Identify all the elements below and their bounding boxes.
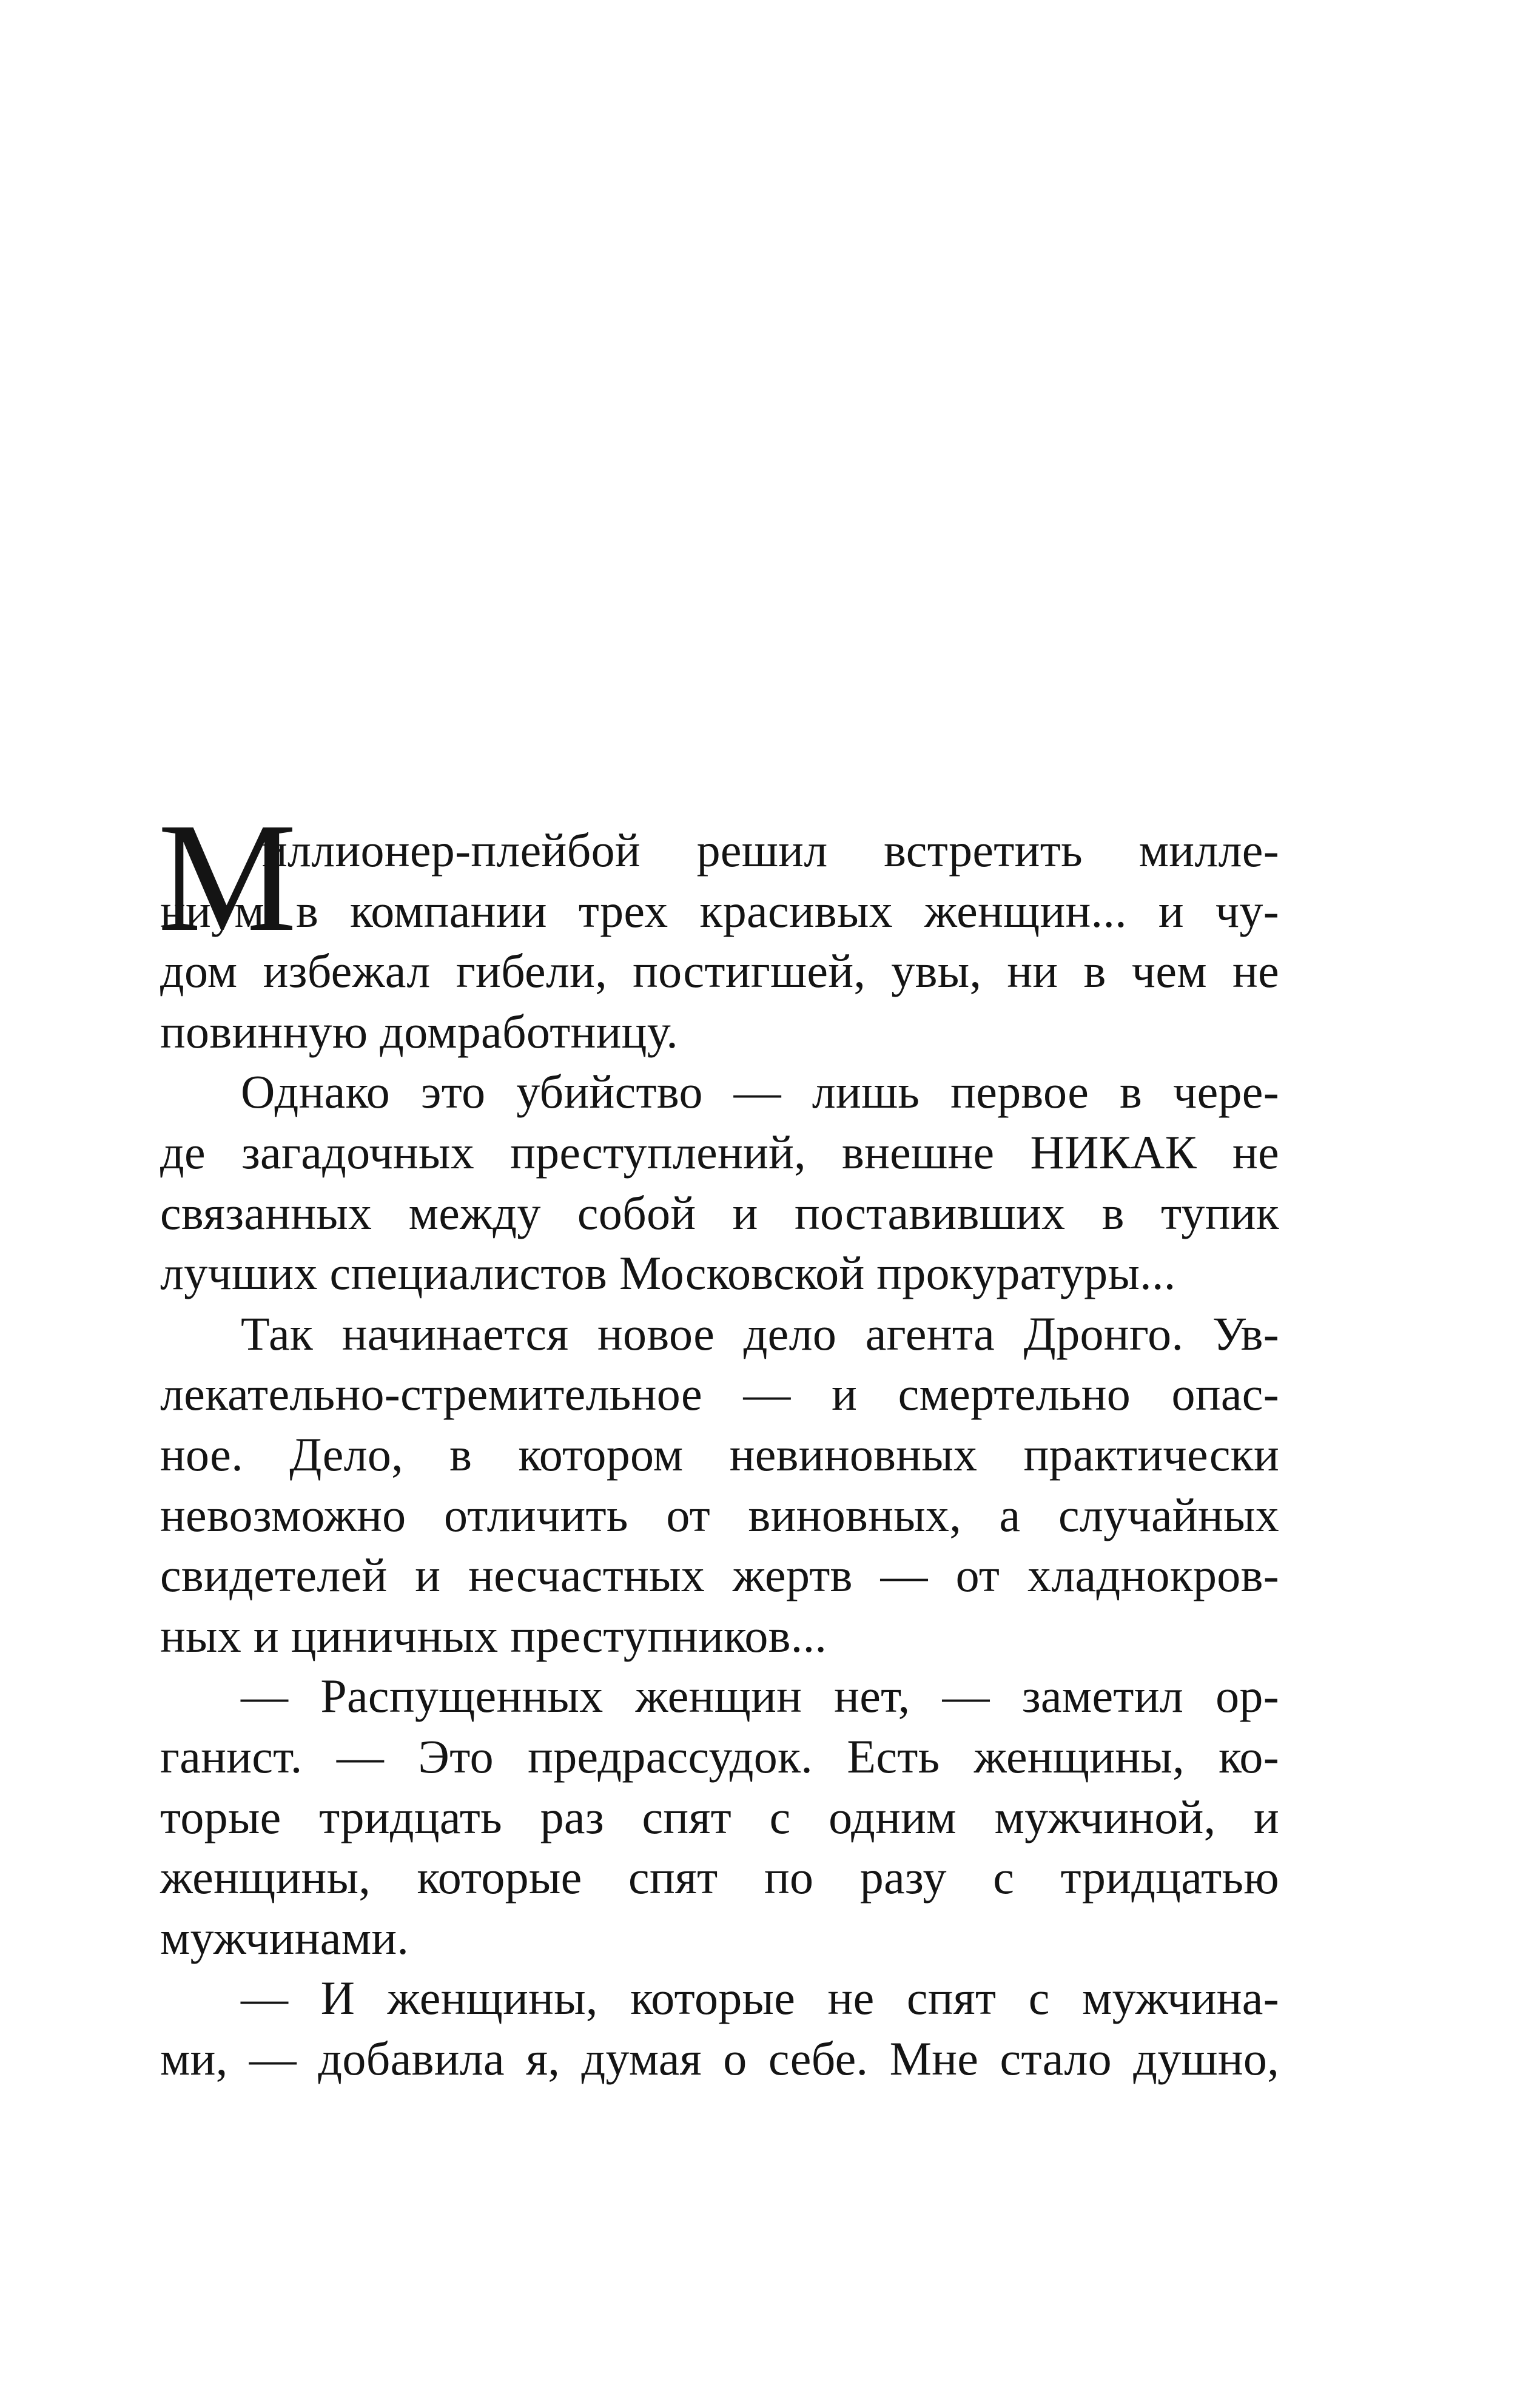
paragraph-3-line-6: ных и циничных преступников... (160, 1609, 827, 1662)
paragraph-3-line-4: невозможно отличить от виновных, а случайных (160, 1488, 1279, 1541)
paragraph-4-line-4: женщины, которые спят по разу с тридцатью (160, 1851, 1279, 1904)
paragraph-1-line-4: повинную домработницу. (160, 1005, 679, 1058)
paragraph-5-line-1: — И женщины, которые не спят с мужчина- (241, 1971, 1279, 2025)
paragraph-3-line-3: ное. Дело, в котором невиновных практически (160, 1427, 1279, 1481)
paragraph-3-line-2: лекательно-стремительное — и смертельно опас- (160, 1367, 1279, 1421)
paragraph-4-line-3: торые тридцать раз спят с одним мужчиной, и (160, 1790, 1279, 1843)
paragraph-2-line-4: лучших специалистов Московской прокуратуры... (160, 1247, 1176, 1300)
paragraph-3-line-1: Так начинается новое дело агента Дронго. Ув- (241, 1307, 1279, 1360)
paragraph-4-line-5: мужчинами. (160, 1911, 409, 1964)
paragraph-4-line-2: ганист. — Это предрассудок. Есть женщины, ко- (160, 1729, 1279, 1783)
drop-cap: М (158, 790, 297, 964)
paragraph-2-line-3: связанных между собой и поставивших в тупик (160, 1186, 1279, 1239)
line-text: иллионер-плейбой решил встретить милле- (262, 824, 1279, 877)
paragraph-1-line-3: дом избежал гибели, постигшей, увы, ни в чем не (160, 944, 1279, 998)
paragraph-3-line-5: свидетелей и несчастных жертв — от хладнокров- (160, 1549, 1279, 1602)
paragraph-2-line-2: де загадочных преступлений, внешне НИКАК не (160, 1125, 1279, 1179)
annotation-text (158, 790, 1279, 2089)
paragraph-5-line-2: ми, — добавила я, думая о себе. Мне стало душно, (160, 2032, 1279, 2085)
paragraph-1-line-2: ниум в компании трех красивых женщин... и чу- (160, 884, 1279, 937)
paragraph-4-line-1: — Распущенных женщин нет, — заметил ор- (241, 1669, 1279, 1723)
paragraph-2-line-1: Однако это убийство — лишь первое в чере- (241, 1065, 1279, 1119)
